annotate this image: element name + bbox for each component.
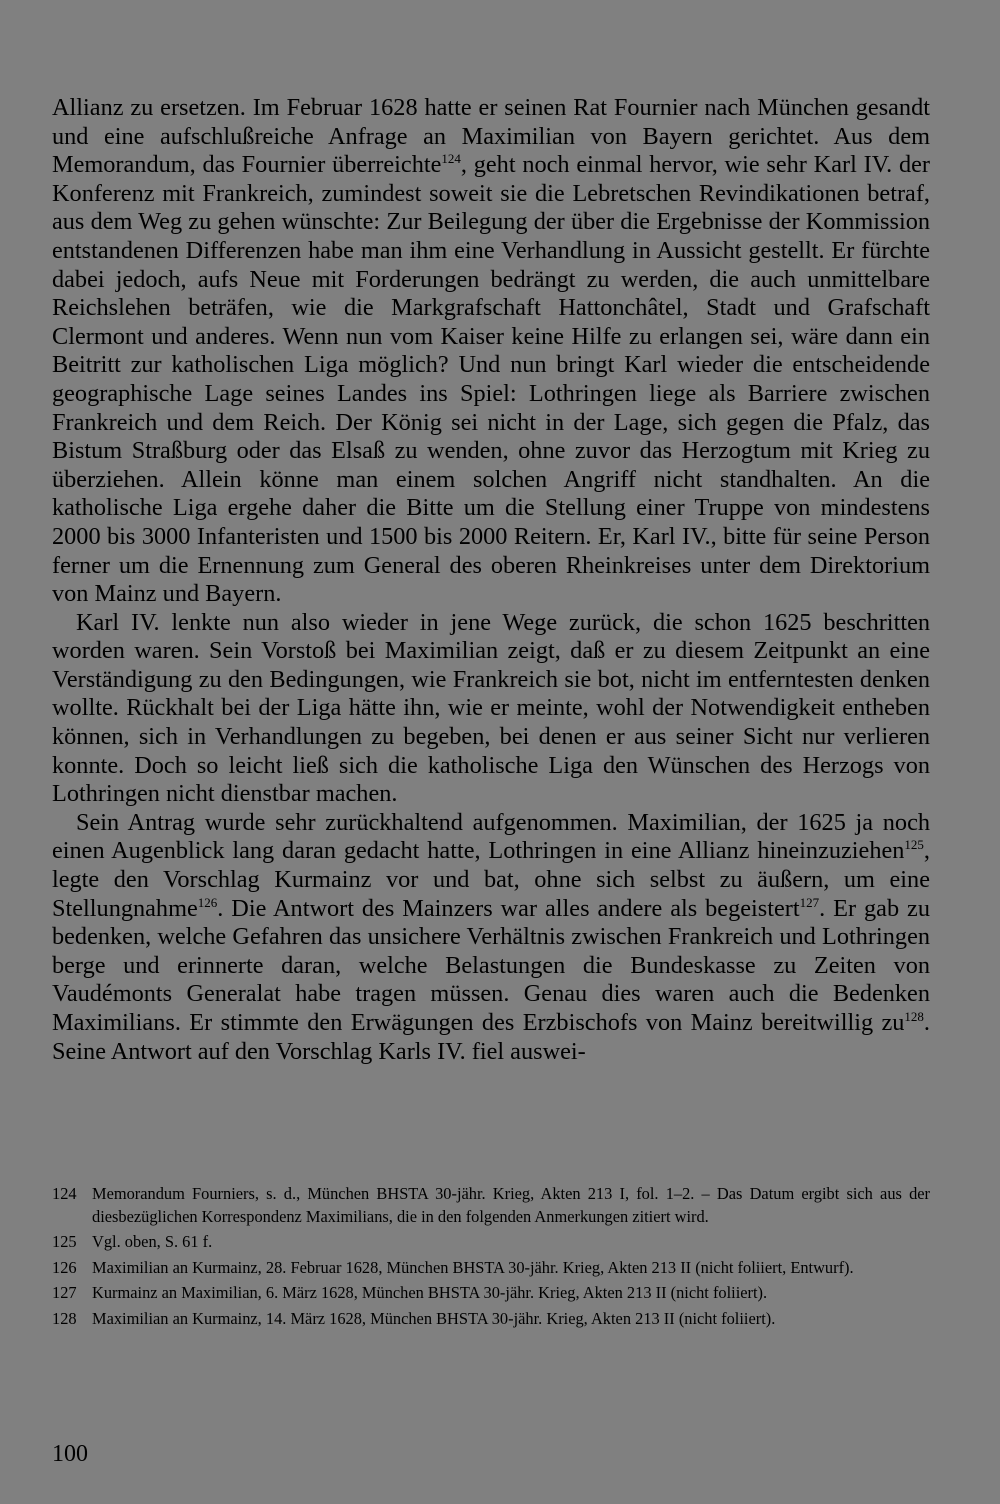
- footnote: [52, 1308, 930, 1331]
- footnote: [52, 1257, 930, 1280]
- footnote-text: Kurmainz an Maximilian, 6. März 1628, München BHSTA 30-jähr. Krieg, Akten 213 II (nicht foliiert).: [92, 1283, 768, 1302]
- footnote-number: 126: [52, 1257, 77, 1277]
- text-segment: . Er gab zu bedenken, welche Gefahren das unsichere Verhältnis zwischen Frankreich und Lothringen berge und erinnerte daran, welche Belastungen die Bundeskasse zu Zeiten von Vaudémonts Generalat habe tragen müssen. Genau dies waren auch die Bedenken Maximilians. Er stimmte den Erwägungen des Erzbischofs von Mainz bereitwillig zu: [52, 894, 930, 1036]
- footnote-reference: 128: [904, 1009, 924, 1024]
- footnote-number: 127: [52, 1283, 77, 1302]
- text-segment: . Die Antwort des Mainzers war alles andere als begeistert: [217, 894, 800, 922]
- footnote-text: Maximilian an Kurmainz, 14. März 1628, München BHSTA 30-jähr. Krieg, Akten 213 II (nicht foliiert).: [92, 1308, 776, 1328]
- footnote: [52, 1282, 930, 1305]
- footnote-reference: 125: [904, 837, 924, 853]
- body-text: [52, 94, 930, 1066]
- footnote: [52, 1183, 930, 1228]
- text-segment: Karl IV. lenkte nun also wieder in jene Wege zurück, die schon 1625 beschritten worden waren. Sein Vorstoß bei Maximilian zeigt, daß er zu diesem Zeitpunkt an eine Verständigung zu den Bedingungen, wie Frankreich sie bot, nicht im entferntesten denken wollte. Rückhalt bei der Liga hätte ihn, wie er meinte, wohl der Notwendigkeit entheben können, sich in Verhandlungen zu begeben, bei denen er aus seiner Sicht nur verlieren konnte. Doch so leicht ließ sich die katholische Liga den Wünschen des Herzogs von Lothringen nicht dienstbar machen.: [52, 608, 930, 808]
- paragraph: [52, 94, 930, 609]
- text-segment: . Seine Antwort auf den Vorschlag Karls IV. fiel auswei-: [52, 1009, 930, 1065]
- text-segment: , legte den Vorschlag Kurmainz vor und bat, ohne sich selbst zu äußern, um eine Stellungnahme: [52, 837, 930, 922]
- text-segment: Sein Antrag wurde sehr zurückhaltend aufgenommen. Maximilian, der 1625 ja noch einen Augenblick lang daran gedacht hatte, Lothringen in eine Allianz hineinzuziehen: [52, 808, 930, 865]
- footnote-text: Memorandum Fourniers, s. d., München BHSTA 30-jähr. Krieg, Akten 213 I, fol. 1–2. – Das Datum ergibt sich aus der diesbezüglichen Korrespondenz Maximilians, die in den folgenden Anmerkungen zitiert wird.: [92, 1184, 930, 1226]
- footnote-text: Maximilian an Kurmainz, 28. Februar 1628, München BHSTA 30-jähr. Krieg, Akten 213 II (nicht foliiert, Entwurf).: [92, 1257, 854, 1277]
- footnote-reference: 126: [197, 894, 218, 910]
- footnote-reference: 127: [799, 894, 820, 910]
- footnote-number: 125: [52, 1232, 77, 1251]
- text-segment: Allianz zu ersetzen. Im Februar 1628 hatte er seinen Rat Fournier nach München gesandt und eine aufschlußreiche Anfrage an Maximilian von Bayern gerichtet. Aus dem Memorandum, das Fournier überreichte: [52, 94, 930, 179]
- text-segment: , geht noch einmal hervor, wie sehr Karl IV. der Konferenz mit Frankreich, zumindest soweit sie die Lebretschen Revindikationen betraf, aus dem Weg zu gehen wünschte: Zur Beilegung der über die Ergebnisse der Kommission entstandenen Differenzen habe man ihm eine Verhandlung in Aussicht gestellt. Er fürchte dabei jedoch, aufs Neue mit Forderungen bedrängt zu werden, die auch unmittelbare Reichslehen beträfen, wie die Markgrafschaft Hattonchâtel, Stadt und Grafschaft Clermont und anderes. Wenn nun vom Kaiser keine Hilfe zu erlangen sei, wäre dann ein Beitritt zur katholischen Liga möglich? Und nun bringt Karl wieder die entscheidende geographische Lage seines Landes ins Spiel: Lothringen liege als Barriere zwischen Frankreich und dem Reich. Der König sei nicht in der Lage, sich gegen die Pfalz, das Bistum Straßburg oder das Elsaß zu wenden, ohne zuvor das Herzogtum mit Krieg zu überziehen. Allein könne man einem solchen Angriff nicht standhalten. An die katholische Liga ergehe daher die Bitte um die Stellung einer Truppe von mindestens 2000 bis 3000 Infanteristen und 1500 bis 2000 Reitern. Er, Karl IV., bitte für seine Person ferner um die Ernennung zum General des oberen Rheinkreises unter dem Direktorium von Mainz und Bayern.: [52, 151, 930, 608]
- paragraph: [52, 609, 930, 809]
- footnote-reference: 124: [441, 151, 461, 167]
- footnotes: [52, 1183, 930, 1333]
- paragraph: [52, 809, 930, 1066]
- footnote-number: 124: [52, 1184, 77, 1203]
- footnote: [52, 1231, 930, 1254]
- page-number: 100: [52, 1441, 88, 1467]
- footnote-number: 128: [52, 1308, 77, 1328]
- footnote-text: Vgl. oben, S. 61 f.: [92, 1232, 213, 1251]
